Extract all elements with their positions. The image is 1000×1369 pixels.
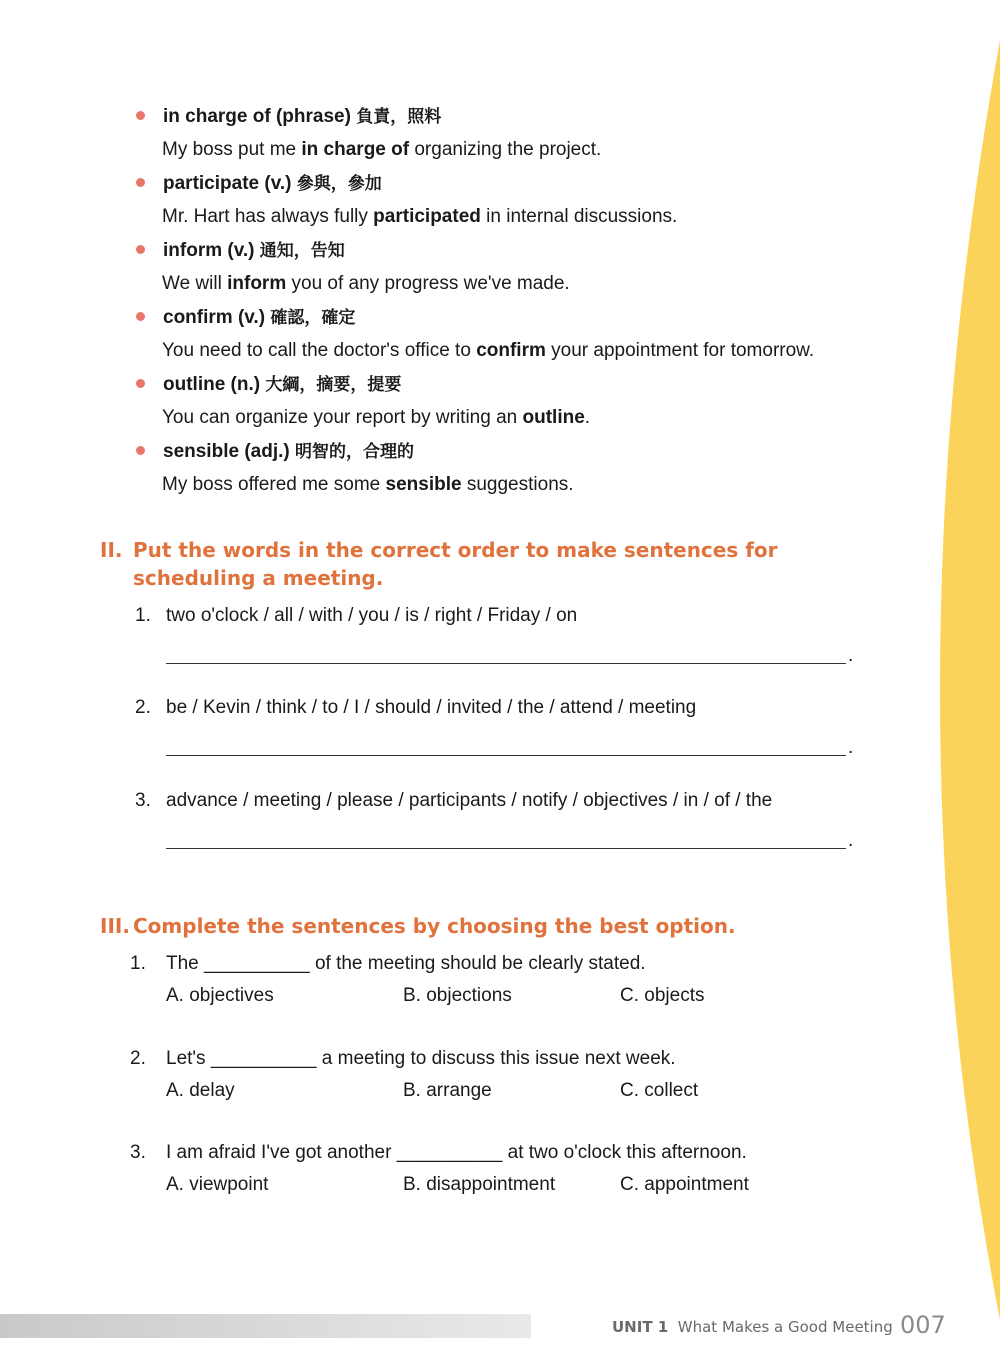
vocab-example: We will inform you of any progress we've made.: [162, 273, 570, 294]
option-a[interactable]: A. objectives: [166, 985, 274, 1006]
vocab-item: [134, 368, 894, 435]
blank-period: .: [848, 737, 854, 758]
option-b[interactable]: B. arrange: [403, 1080, 492, 1101]
word-prompt: be / Kevin / think / to / I / should / invited / the / attend / meeting: [166, 697, 697, 718]
section-title: Put the words in the correct order to make sentences for scheduling a meeting.: [133, 538, 778, 590]
answer-blank[interactable]: [166, 830, 846, 849]
section-number: III.: [100, 914, 130, 938]
blank-period: .: [848, 645, 854, 666]
option-b[interactable]: B. objections: [403, 985, 512, 1006]
vocab-example: Mr. Hart has always fully participated in internal discussions.: [162, 206, 678, 227]
option-a[interactable]: A. delay: [166, 1080, 235, 1101]
section-title: Complete the sentences by choosing the best option.: [133, 914, 736, 938]
vocab-term: inform (v.) 通知，告知: [163, 240, 345, 261]
choice-question: [130, 951, 850, 1031]
answer-blank[interactable]: [166, 737, 846, 756]
vocab-term: sensible (adj.) 明智的，合理的: [163, 441, 414, 462]
vocab-term: participate (v.) 參與，參加: [163, 173, 382, 194]
vocabulary-list: [134, 100, 894, 502]
page-number: 007: [900, 1311, 946, 1339]
section-number: II.: [100, 538, 123, 562]
option-c[interactable]: C. objects: [620, 985, 705, 1006]
footer-gray-bar: [0, 1314, 531, 1338]
vocab-item: [134, 167, 894, 234]
choice-question: [130, 1140, 850, 1220]
vocab-example: You need to call the doctor's office to confirm your appointment for tomorrow.: [162, 340, 815, 361]
bullet-dot: [136, 446, 145, 455]
choice-question: [130, 1046, 850, 1126]
unit-label: UNIT 1: [612, 1318, 669, 1336]
answer-blank[interactable]: [166, 645, 846, 664]
vocab-term: confirm (v.) 確認，確定: [163, 307, 356, 328]
order-question: [135, 603, 865, 693]
bullet-dot: [136, 245, 145, 254]
word-prompt: two o'clock / all / with / you / is / right / Friday / on: [166, 605, 578, 626]
bullet-dot: [136, 379, 145, 388]
vocab-example: My boss offered me some sensible suggestions.: [162, 474, 574, 495]
order-question: [135, 788, 865, 878]
blank-period: .: [848, 830, 854, 851]
bullet-dot: [136, 312, 145, 321]
vocab-item: [134, 435, 894, 502]
word-prompt: advance / meeting / please / participants / notify / objectives / in / of / the: [166, 790, 773, 811]
question-number: 1.: [130, 953, 146, 974]
option-c[interactable]: C. collect: [620, 1080, 699, 1101]
vocab-example: You can organize your report by writing an outline.: [162, 407, 591, 428]
vocab-item: [134, 234, 894, 301]
order-question: [135, 695, 865, 785]
option-c[interactable]: C. appointment: [620, 1174, 749, 1195]
vocab-item: [134, 301, 894, 368]
question-number: 1.: [135, 605, 151, 626]
vocab-example: My boss put me in charge of organizing the project.: [162, 139, 602, 160]
question-number: 2.: [135, 697, 151, 718]
question-number: 3.: [135, 790, 151, 811]
question-number: 3.: [130, 1142, 146, 1163]
question-text: The __________ of the meeting should be clearly stated.: [166, 953, 646, 974]
question-text: Let's __________ a meeting to discuss this issue next week.: [166, 1048, 676, 1069]
bullet-dot: [136, 111, 145, 120]
bullet-dot: [136, 178, 145, 187]
option-b[interactable]: B. disappointment: [403, 1174, 556, 1195]
question-number: 2.: [130, 1048, 146, 1069]
unit-title: What Makes a Good Meeting: [677, 1318, 893, 1336]
footer-unit-title: [612, 1318, 893, 1336]
question-text: I am afraid I've got another __________ at two o'clock this afternoon.: [166, 1142, 747, 1163]
vocab-item: [134, 100, 894, 167]
vocab-term: in charge of (phrase) 負責，照料: [163, 106, 442, 127]
vocab-term: outline (n.) 大綱，摘要，提要: [163, 374, 402, 395]
option-a[interactable]: A. viewpoint: [166, 1174, 269, 1195]
